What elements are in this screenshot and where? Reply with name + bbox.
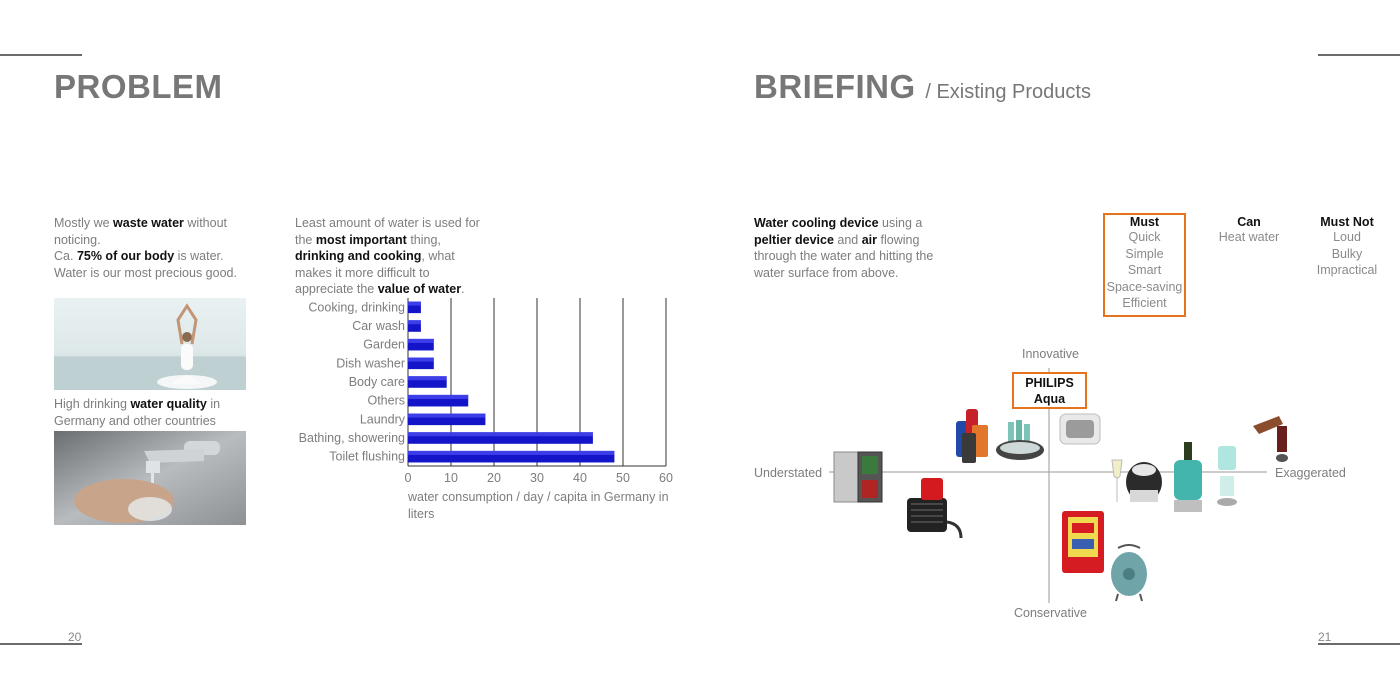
category-label: Laundry [359,412,405,427]
must-not-item: Loud [1333,230,1361,244]
page-title-problem: PROBLEM [54,68,223,105]
x-tick-label: 10 [444,471,458,485]
axis-label-understated: Understated [754,466,823,480]
chart-x-axis-label: water consumption / day / capita in Germany in liters [408,490,669,521]
briefing-title: BRIEFING [754,68,916,105]
product-philips-aqua-image [1058,410,1103,446]
must-item: Efficient [1122,296,1167,310]
x-tick-label: 0 [404,471,412,485]
can-item: Heat water [1218,230,1280,244]
page-number-right: 21 [1318,630,1332,644]
chart-intro-text: Least amount of water is used for the most important thing, drinking and cooking, what makes it more difficult to appreciate the value of water. [295,216,480,296]
x-tick-label: 60 [659,471,673,485]
product-wine-aerator-image [1249,404,1289,466]
must-item: Smart [1127,263,1162,277]
product-drink-cooler-image [1214,440,1240,508]
category-label: Body care [348,375,405,389]
intro-text: Mostly we waste water without noticing. Ca. 75% of our body is water. Water is our most precious good. [54,216,237,280]
x-tick-label: 40 [573,471,587,485]
axis-label-innovative: Innovative [1022,347,1079,361]
must-item: Space-saving [1106,279,1183,294]
product-bottle-coolers-image [950,403,995,465]
page-number-left: 20 [68,630,82,644]
category-label: Others [367,393,405,408]
product-champagne-cooler-image [1168,440,1208,516]
x-tick-label: 20 [487,471,501,485]
category-label: Bathing, showering [298,431,405,445]
category-label: Cooking, drinking [308,300,405,315]
philips-aqua-label: PHILIPS Aqua [1025,376,1074,406]
x-tick-label: 30 [530,471,544,485]
briefing-subtitle: / Existing Products [925,81,1091,103]
product-can-cooler-image [903,476,969,544]
axis-label-exaggerated: Exaggerated [1275,466,1346,480]
product-mini-fridge-image [832,450,884,505]
product-red-mini-fridge-image [1060,509,1110,585]
category-label: Car wash [352,319,405,333]
can-heading: Can [1237,215,1261,229]
product-teal-cooler-image [1108,544,1150,602]
must-not-item: Impractical [1316,263,1378,277]
x-tick-label: 50 [616,471,630,485]
axis-label-conservative: Conservative [1014,606,1087,620]
category-label: Toilet flushing [329,449,405,464]
must-item: Quick [1128,230,1161,244]
must-heading: Must [1129,215,1160,229]
water-quality-caption: High drinking water quality in Germany and other countries [54,397,221,428]
device-description: Water cooling device using a peltier device and air flowing through the water and hitting the water surface from above. [754,216,934,280]
category-label: Garden [363,337,405,352]
category-label: Dish washer [336,356,405,371]
must-not-heading: Must Not [1320,215,1374,229]
product-ice-bucket-image [994,418,1046,466]
product-wine-chiller-image [1108,450,1168,506]
must-not-item: Bulky [1331,246,1363,261]
must-item: Simple [1125,246,1164,261]
